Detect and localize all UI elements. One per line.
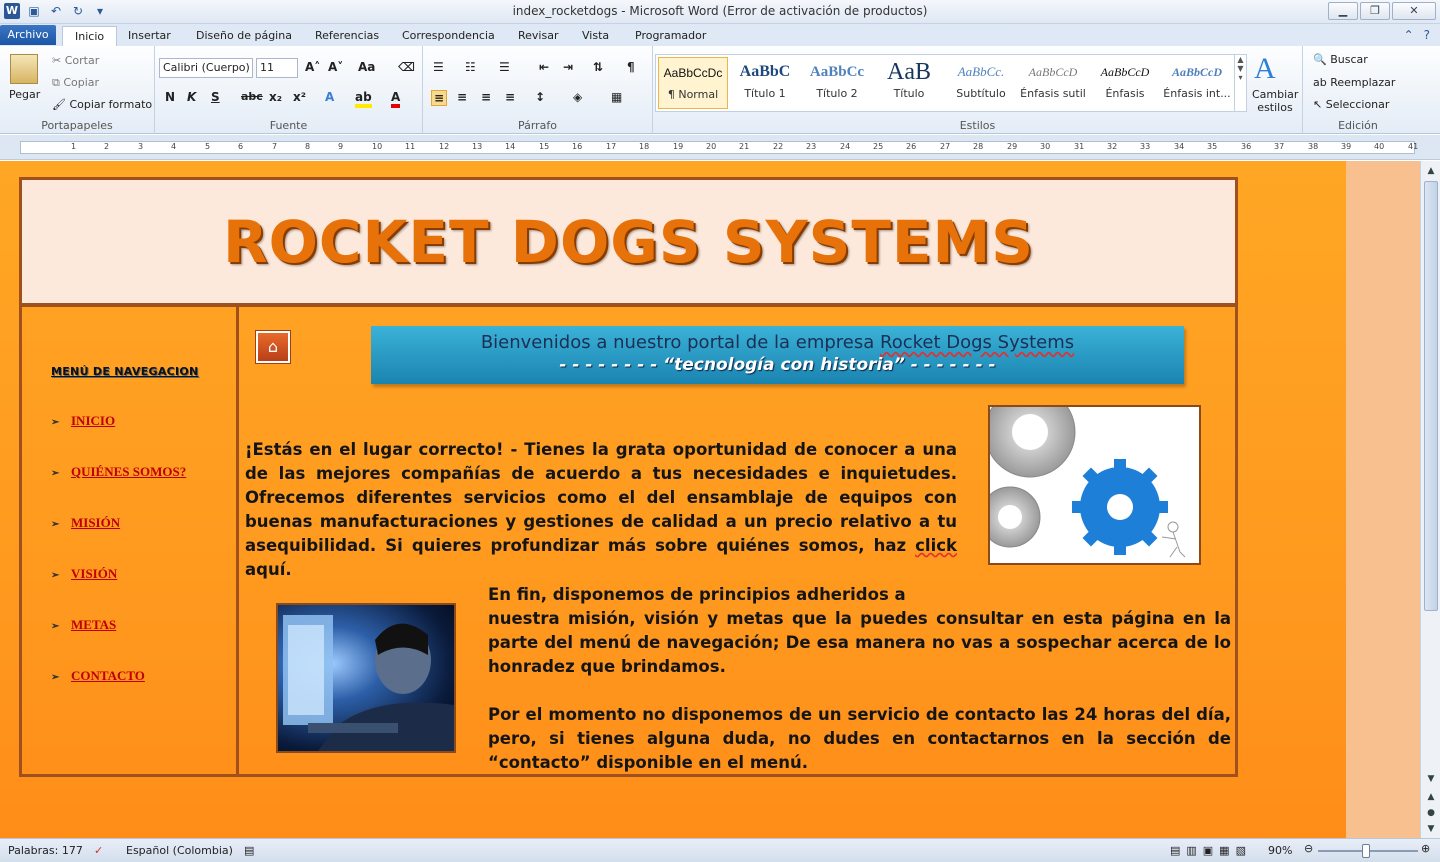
site-header xyxy=(19,177,1238,306)
ruler-number: 18 xyxy=(639,142,650,151)
scissors-icon: ✂ xyxy=(52,54,65,67)
brush-icon: 🖌 xyxy=(52,98,70,111)
font-size-select[interactable]: 11 xyxy=(256,58,298,78)
page xyxy=(0,161,1346,838)
bold-button[interactable]: N xyxy=(165,90,176,104)
cut-button[interactable]: ✂ Cortar xyxy=(52,54,100,67)
ruler-number: 33 xyxy=(1140,142,1151,151)
proofing-icon[interactable]: ✓ xyxy=(94,844,104,857)
font-group xyxy=(155,46,423,134)
ruler-number: 28 xyxy=(973,142,984,151)
scroll-down-icon[interactable]: ▼ xyxy=(1427,774,1435,784)
style-subtitulo[interactable]: AaBbCc. Subtítulo xyxy=(956,64,1006,100)
style-enfasis[interactable]: AaBbCcD Énfasis xyxy=(1100,65,1150,100)
arrow-icon: ➢ xyxy=(51,519,60,530)
navigation-panel xyxy=(19,304,239,777)
ruler-number: 14 xyxy=(505,142,516,151)
language-indicator[interactable]: Español (Colombia) xyxy=(126,844,233,857)
paragraph-group-label: Párrafo xyxy=(517,119,558,132)
ruler-number: 27 xyxy=(940,142,951,151)
arrow-icon: ➢ xyxy=(51,621,60,632)
zoom-out-icon[interactable]: ⊖ xyxy=(1304,842,1314,855)
ruler-number: 22 xyxy=(773,142,784,151)
select-button[interactable]: ↖ Seleccionar xyxy=(1313,98,1390,111)
increase-indent-icon[interactable]: ⇥ xyxy=(563,60,574,74)
subscript-button[interactable]: x₂ xyxy=(269,90,282,104)
text-effects-icon[interactable]: A xyxy=(325,90,335,104)
shading-icon[interactable]: ◈ xyxy=(573,90,583,104)
strikethrough-button[interactable]: abc xyxy=(241,90,263,103)
scroll-thumb[interactable] xyxy=(1424,181,1438,611)
redo-icon[interactable]: ↻ xyxy=(72,4,84,18)
nav-title: MENÚ DE NAVEGACION xyxy=(51,365,199,378)
ruler-number: 5 xyxy=(205,142,211,151)
ruler-number: 11 xyxy=(405,142,416,151)
previous-page-icon[interactable]: ▲ xyxy=(1427,792,1435,802)
zoom-in-icon[interactable]: ⊕ xyxy=(1421,842,1431,855)
grow-font-icon[interactable]: A˄ xyxy=(305,60,321,74)
copy-icon: ⧉ xyxy=(52,76,64,89)
tab-vista[interactable]: Vista xyxy=(582,29,610,42)
paste-icon[interactable] xyxy=(10,54,38,84)
tab-inicio[interactable]: Inicio xyxy=(62,26,117,46)
nav-item-inicio[interactable]: ➢ INICIO xyxy=(51,413,116,428)
contact-paragraph: Por el momento no disponemos de un servicio de contacto las 24 horas del día, pero, si tienes alguna duda, no dudes en contactarnos en la sección de “contacto” disponible en el menú. xyxy=(488,705,1231,772)
intro-paragraph: ¡Estás en el lugar correcto! - Tienes la grata oportunidad de conocer a una de las mejores compañías de acuerdo a tus necesidades e inquietudes. Ofrecemos diferentes servicios como el del ensamblaje de equipos con buenas manufacturaciones y gestiones de calidad a un precio relativo a tu asequibilidad. Si quieres profundizar más sobre quiénes somos, haz click aquí. xyxy=(245,440,957,579)
align-center-icon[interactable]: ≡ xyxy=(457,90,468,104)
page-right-margin xyxy=(1346,161,1420,838)
banner-heading: Bienvenidos a nuestro portal de la empresa Rocket Dogs Systems xyxy=(480,332,1075,353)
gears-image xyxy=(988,405,1201,565)
ruler-number: 23 xyxy=(806,142,817,151)
arrow-icon: ➢ xyxy=(51,672,60,683)
ruler-number: 38 xyxy=(1308,142,1319,151)
line-spacing-icon[interactable]: ↕ xyxy=(535,90,546,104)
ruler-number: 29 xyxy=(1007,142,1018,151)
restore-button[interactable]: ❐ xyxy=(1360,2,1390,20)
ruler-number: 6 xyxy=(238,142,244,151)
tab-revisar[interactable]: Revisar xyxy=(518,29,559,42)
ruler-number: 9 xyxy=(338,142,344,151)
tab-programador[interactable]: Programador xyxy=(635,29,707,42)
clipboard-group xyxy=(0,46,155,134)
ruler-number: 10 xyxy=(372,142,383,151)
ruler-number: 8 xyxy=(305,142,311,151)
find-button[interactable]: 🔍 Buscar xyxy=(1313,53,1368,66)
italic-button[interactable]: K xyxy=(187,90,197,104)
numbering-icon[interactable]: ☷ xyxy=(465,60,476,74)
ruler-number: 13 xyxy=(472,142,483,151)
multilevel-list-icon[interactable]: ☰ xyxy=(499,60,510,74)
copy-button[interactable]: ⧉ Copiar xyxy=(52,76,100,89)
ruler-number: 17 xyxy=(606,142,617,151)
minimize-button[interactable]: ▁ xyxy=(1328,2,1358,20)
ruler-number: 3 xyxy=(138,142,144,151)
underline-button[interactable]: S xyxy=(211,90,220,104)
arrow-icon: ➢ xyxy=(51,417,60,428)
macro-record-icon[interactable]: ▤ xyxy=(244,844,255,857)
nav-item-mision[interactable]: ➢ MISIÓN xyxy=(51,515,121,530)
ruler-number: 39 xyxy=(1341,142,1352,151)
principles-paragraph-start: En fin, disponemos de principios adheridos a xyxy=(488,585,906,604)
ruler-number: 1 xyxy=(71,142,77,151)
ruler-number: 31 xyxy=(1074,142,1085,151)
nav-item-contacto[interactable]: ➢ CONTACTO xyxy=(51,668,145,683)
styles-scroll[interactable]: ▲ ▼ ▾ xyxy=(1234,55,1246,111)
ruler-number: 34 xyxy=(1174,142,1185,151)
ruler-number: 41 xyxy=(1408,142,1419,151)
save-icon[interactable]: ▣ xyxy=(28,4,40,18)
style-titulo-2[interactable]: AaBbCc Título 2 xyxy=(809,64,865,100)
window-title: index_rocketdogs - Microsoft Word (Error de activación de productos) xyxy=(512,4,928,18)
company-name-link: Rocket Dogs Systems xyxy=(880,332,1075,353)
editing-group-label: Edición xyxy=(1338,119,1378,132)
person-computer-image xyxy=(276,603,456,753)
ruler-number: 25 xyxy=(873,142,884,151)
word-app-icon[interactable]: W xyxy=(5,4,19,17)
zoom-level[interactable]: 90% xyxy=(1268,844,1293,857)
next-page-icon[interactable]: ▼ xyxy=(1427,824,1435,834)
nav-item-metas[interactable]: ➢ METAS xyxy=(51,617,117,632)
binoculars-icon: 🔍 xyxy=(1313,53,1331,66)
ribbon xyxy=(0,46,1440,134)
paragraph-group xyxy=(423,46,653,134)
replace-button[interactable]: ab Reemplazar xyxy=(1313,76,1396,89)
ruler-number: 40 xyxy=(1374,142,1385,151)
style-normal[interactable]: AaBbCcDc ¶ Normal xyxy=(658,57,728,109)
align-right-icon[interactable]: ≡ xyxy=(481,90,492,104)
justify-icon[interactable]: ≡ xyxy=(505,90,516,104)
view-buttons[interactable]: ▤▥▣▦▧ xyxy=(1170,844,1252,857)
style-titulo-1[interactable]: AaBbC Título 1 xyxy=(739,63,791,100)
change-styles-icon[interactable]: A xyxy=(1254,52,1276,85)
nav-item-quienes-somos[interactable]: ➢ QUIÉNES SOMOS? xyxy=(51,464,187,479)
scroll-up-icon[interactable]: ▲ xyxy=(1427,166,1435,176)
font-name-select[interactable]: Calibri (Cuerpo) xyxy=(159,58,253,78)
decrease-indent-icon[interactable]: ⇤ xyxy=(539,60,550,74)
ruler-number: 32 xyxy=(1107,142,1118,151)
format-painter-button[interactable]: 🖌 Copiar formato xyxy=(52,98,153,111)
shrink-font-icon[interactable]: A˅ xyxy=(328,60,344,74)
principles-paragraph: nuestra misión, visión y metas que la puedes consultar en esta página en la parte del menú de navegación; De esa manera no vas a sospechar acerca de lo honradez que brindamos. xyxy=(488,609,1231,676)
clipboard-group-label: Portapapeles xyxy=(41,119,113,132)
close-button[interactable]: ✕ xyxy=(1392,2,1436,20)
align-left-icon[interactable]: ≡ xyxy=(431,90,447,106)
clear-format-icon[interactable]: ⌫ xyxy=(398,60,415,74)
word-count[interactable]: Palabras: 177 xyxy=(8,844,83,857)
ruler-number: 35 xyxy=(1207,142,1218,151)
styles-gallery xyxy=(655,54,1247,112)
click-link[interactable]: click xyxy=(915,536,957,555)
ruler-number: 24 xyxy=(840,142,851,151)
site-title: ROCKET DOGS SYSTEMS xyxy=(222,208,1035,276)
font-group-label: Fuente xyxy=(269,119,308,132)
font-color-icon[interactable]: A xyxy=(391,90,400,108)
browse-object-icon[interactable]: ● xyxy=(1427,808,1435,818)
ruler-number: 21 xyxy=(739,142,750,151)
tab-diseno-pagina[interactable]: Diseño de página xyxy=(196,29,292,42)
ruler-number: 4 xyxy=(171,142,177,151)
horizontal-ruler[interactable] xyxy=(0,135,1440,160)
editing-group xyxy=(1303,46,1413,134)
ruler-number: 12 xyxy=(439,142,450,151)
home-icon[interactable]: ⌂ xyxy=(256,331,290,363)
ribbon-tabs xyxy=(0,24,1440,46)
ruler-number: 26 xyxy=(906,142,917,151)
ruler-number: 16 xyxy=(572,142,583,151)
borders-icon[interactable]: ▦ xyxy=(611,90,623,104)
ruler-number: 37 xyxy=(1274,142,1285,151)
customize-qat-icon[interactable]: ▾ xyxy=(96,4,104,18)
document-area[interactable] xyxy=(0,161,1420,838)
undo-icon[interactable]: ↶ xyxy=(50,4,62,18)
ruler-number: 2 xyxy=(104,142,110,151)
collapse-ribbon-icon[interactable]: ⌃ xyxy=(1403,28,1414,42)
nav-item-vision[interactable]: ➢ VISIÓN xyxy=(51,566,118,581)
paste-button[interactable]: Pegar xyxy=(9,88,41,101)
zoom-slider-thumb[interactable] xyxy=(1362,844,1370,858)
superscript-button[interactable]: x² xyxy=(293,90,306,104)
status-bar xyxy=(0,838,1440,862)
ruler-number: 15 xyxy=(539,142,550,151)
sort-icon[interactable]: ⇅ xyxy=(593,60,604,74)
style-titulo[interactable]: AaB Título xyxy=(887,59,931,100)
ruler-number: 30 xyxy=(1040,142,1051,151)
vertical-scrollbar[interactable] xyxy=(1420,161,1440,838)
show-marks-icon[interactable]: ¶ xyxy=(627,60,635,74)
styles-group-label: Estilos xyxy=(959,119,996,132)
change-styles-button[interactable]: Cambiar estilos xyxy=(1252,88,1299,114)
ruler-strip xyxy=(20,141,1419,154)
arrow-icon: ➢ xyxy=(51,468,60,479)
bullets-icon[interactable]: ☰ xyxy=(433,60,444,74)
title-bar xyxy=(0,0,1440,24)
style-enfasis-sutil[interactable]: AaBbCcD Énfasis sutil xyxy=(1020,65,1086,100)
ruler-number: 19 xyxy=(673,142,684,151)
style-enfasis-intenso[interactable]: AaBbCcD Énfasis int... xyxy=(1163,65,1231,100)
ruler-number: 7 xyxy=(272,142,278,151)
window-controls xyxy=(1328,2,1436,20)
replace-icon: ab xyxy=(1313,76,1331,89)
tab-correspondencia[interactable]: Correspondencia xyxy=(402,29,495,42)
tab-archivo[interactable]: Archivo xyxy=(0,25,56,45)
arrow-icon: ➢ xyxy=(51,570,60,581)
welcome-banner xyxy=(371,326,1184,384)
change-case-icon[interactable]: Aa xyxy=(358,60,376,74)
help-icon[interactable]: ? xyxy=(1423,28,1430,42)
tab-referencias[interactable]: Referencias xyxy=(315,29,380,42)
cursor-icon: ↖ xyxy=(1313,98,1326,111)
ruler-number: 20 xyxy=(706,142,717,151)
highlight-icon[interactable]: ab xyxy=(355,90,372,108)
tab-insertar[interactable]: Insertar xyxy=(128,29,171,42)
ruler-number: 36 xyxy=(1241,142,1252,151)
banner-slogan: - - - - - - - - “tecnología con historia” - - - - - - - xyxy=(559,355,996,375)
